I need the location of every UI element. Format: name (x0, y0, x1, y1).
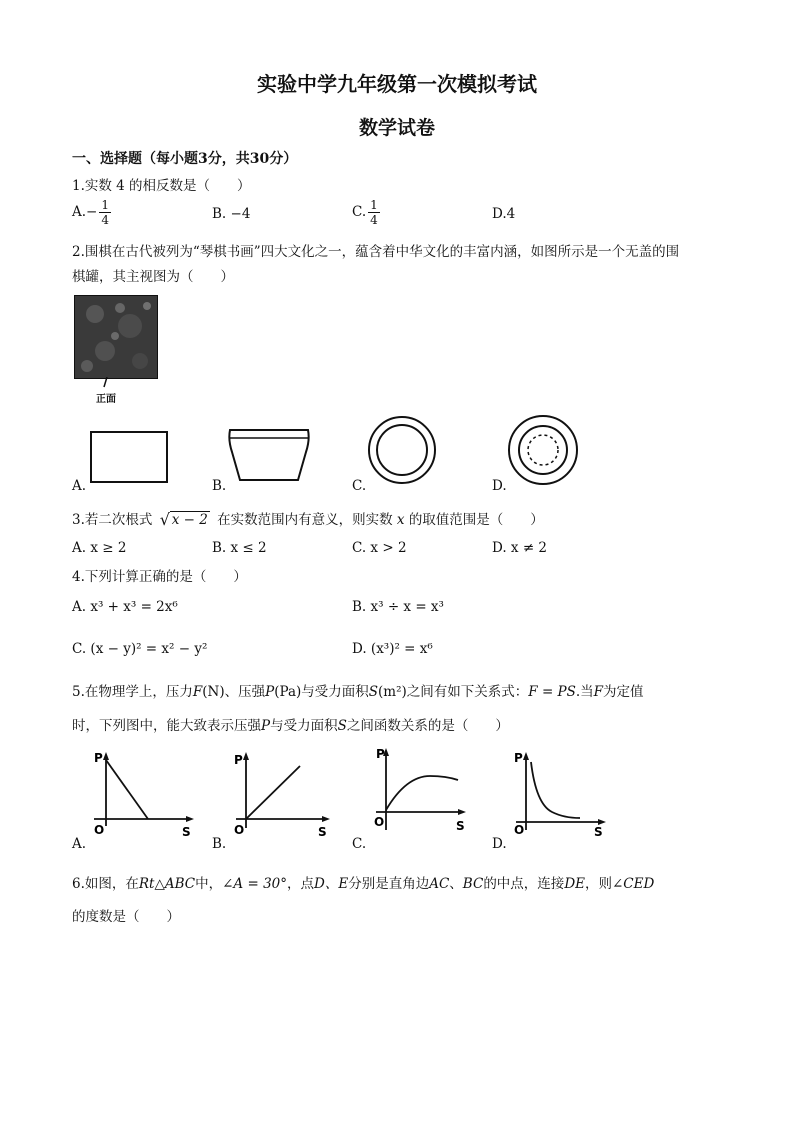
q3-radicand: x − 2 (171, 512, 208, 528)
q5-var-s2: S (337, 718, 347, 734)
q5-var-s: S (368, 684, 379, 700)
q1-a-num: 1 (101, 198, 109, 212)
q5-text-3: 与受力面积 (301, 684, 369, 700)
q4-option-a: A. x³ + x³ = 2x⁶ (72, 599, 178, 615)
q6-sep: 、 (449, 876, 463, 892)
q2-figure-c (366, 414, 438, 486)
q6-text-5: 的中点，连接 (483, 876, 565, 892)
q5-stem-line2 (72, 714, 509, 734)
q1-a-prefix: A. (72, 204, 87, 220)
q1-option-b: B. −4 (212, 206, 251, 222)
q5-stem-line1 (72, 680, 644, 700)
q6-text-3: ，点 (287, 876, 315, 892)
q5-graph-a (86, 746, 196, 838)
q6-segment-de: DE (564, 876, 585, 892)
q3-stem-post: 在实数范围内有意义，则实数 (217, 512, 393, 528)
q5-text-6: 为定值 (603, 684, 644, 700)
q5-graph-d (506, 746, 616, 838)
photo-caption: 正面 (96, 394, 116, 405)
q5-c-origin: O (374, 815, 385, 829)
q1-c-fraction (368, 198, 380, 227)
q2-stem-line2: 棋罐，其主视图为（ ） (72, 269, 234, 285)
q6-text-1: 6.如图，在 (72, 876, 139, 892)
exam-title: 实验中学九年级第一次模拟考试 (257, 72, 537, 96)
q5-text-2: 、压强 (224, 684, 266, 700)
q5-d-axis-s: S (594, 825, 603, 838)
q6-angle: ∠A = 30° (222, 876, 288, 892)
q3-stem-pre: 3.若二次根式 (72, 512, 153, 528)
q5-text-4: 之间有如下关系式： (406, 684, 529, 700)
q5-b-axis-p: P (234, 753, 243, 767)
q5-text-1: 5.在物理学上，压力 (72, 684, 193, 700)
q5-graph-b (226, 746, 336, 838)
q1-a-fraction (99, 198, 111, 227)
q1-c-prefix: C. (352, 204, 367, 220)
q5-d-axis-p: P (514, 751, 523, 765)
q6-text-2: 中， (195, 876, 223, 892)
q5-text-8: 与受力面积 (270, 718, 338, 734)
q6-stem-line1 (72, 872, 654, 892)
q2-option-b: B. (212, 478, 227, 494)
q2-option-d: D. (492, 478, 507, 494)
q6-stem-line2: 的度数是（ ） (72, 909, 180, 925)
q1-c-den: 4 (370, 213, 378, 227)
q3-stem (72, 508, 544, 528)
q6-side-ac: AC (429, 876, 450, 892)
q5-var-p2: P (261, 718, 271, 734)
q5-d-origin: O (514, 823, 525, 837)
q3-option-b: B. x ≤ 2 (212, 540, 267, 556)
q5-option-b: B. (212, 836, 227, 852)
q5-unit-pa: (Pa) (274, 684, 302, 700)
q5-text-7: 时，下列图中，能大致表示压强 (72, 718, 261, 734)
q2-option-c: C. (352, 478, 367, 494)
q5-var-f: F (192, 684, 203, 700)
front-arrow-icon (100, 377, 112, 389)
q5-b-origin: O (234, 823, 245, 837)
q5-b-axis-s: S (318, 825, 327, 838)
q1-option-d: D.4 (492, 206, 516, 222)
q5-unit-m2: (m²) (378, 684, 407, 700)
q2-figure-a (88, 430, 178, 488)
q5-a-axis-s: S (182, 825, 191, 838)
q2-figure-d (506, 414, 580, 486)
q5-formula: F = PS (528, 684, 576, 700)
q5-a-axis-p: P (94, 751, 103, 765)
q5-unit-n: (N) (202, 684, 225, 700)
q5-var-p: P (265, 684, 275, 700)
q4-option-b: B. x³ ÷ x = x³ (352, 599, 444, 615)
q3-var: x (396, 512, 405, 528)
q2-figure-b (226, 426, 316, 486)
q1-option-a (72, 198, 113, 227)
q5-text-5: .当 (575, 684, 594, 700)
q5-c-axis-p: P (376, 747, 385, 761)
q3-radical: √ x − 2 (159, 510, 208, 529)
q3-option-a: A. x ≥ 2 (72, 540, 127, 556)
q1-c-num: 1 (370, 198, 378, 212)
q1-a-sign: − (86, 204, 98, 220)
q6-triangle: Rt△ABC (138, 876, 196, 892)
q2-stem-line1: 2.围棋在古代被列为“琴棋书画”四大文化之一，蕴含着中华文化的丰富内涵，如图所示是一个无盖的围 (72, 244, 680, 260)
q5-var-f2: F (593, 684, 604, 700)
q1-option-c (352, 198, 382, 227)
q1-a-den: 4 (101, 213, 109, 227)
q5-c-axis-s: S (456, 819, 465, 833)
q4-stem: 4.下列计算正确的是（ ） (72, 569, 247, 585)
q5-option-a: A. (72, 836, 87, 852)
q6-text-6: ，则 (585, 876, 612, 892)
photo-texture (75, 296, 157, 378)
q6-text-4: 分别是直角边 (348, 876, 430, 892)
q2-option-a: A. (72, 478, 87, 494)
q4-option-c: C. (x − y)² = x² − y² (72, 641, 208, 657)
q4-option-d: D. (x³)² = x⁶ (352, 641, 433, 657)
q6-side-bc: BC (462, 876, 484, 892)
q3-option-d: D. x ≠ 2 (492, 540, 548, 556)
q5-option-d: D. (492, 836, 507, 852)
q1-stem: 1.实数 4 的相反数是（ ） (72, 178, 251, 194)
q6-points: D、E (314, 876, 349, 892)
q3-stem-end: 的取值范围是（ ） (408, 512, 544, 528)
q6-angle-ced: ∠CED (612, 876, 655, 892)
q3-option-c: C. x > 2 (352, 540, 407, 556)
q5-a-origin: O (94, 823, 105, 837)
section-heading: 一、选择题（每小题3分，共30分） (72, 151, 298, 167)
exam-subtitle: 数学试卷 (358, 117, 435, 139)
q5-graph-c (366, 742, 476, 838)
q5-text-9: 之间函数关系的是（ ） (346, 718, 509, 734)
go-jar-photo (74, 295, 158, 379)
q5-option-c: C. (352, 836, 367, 852)
